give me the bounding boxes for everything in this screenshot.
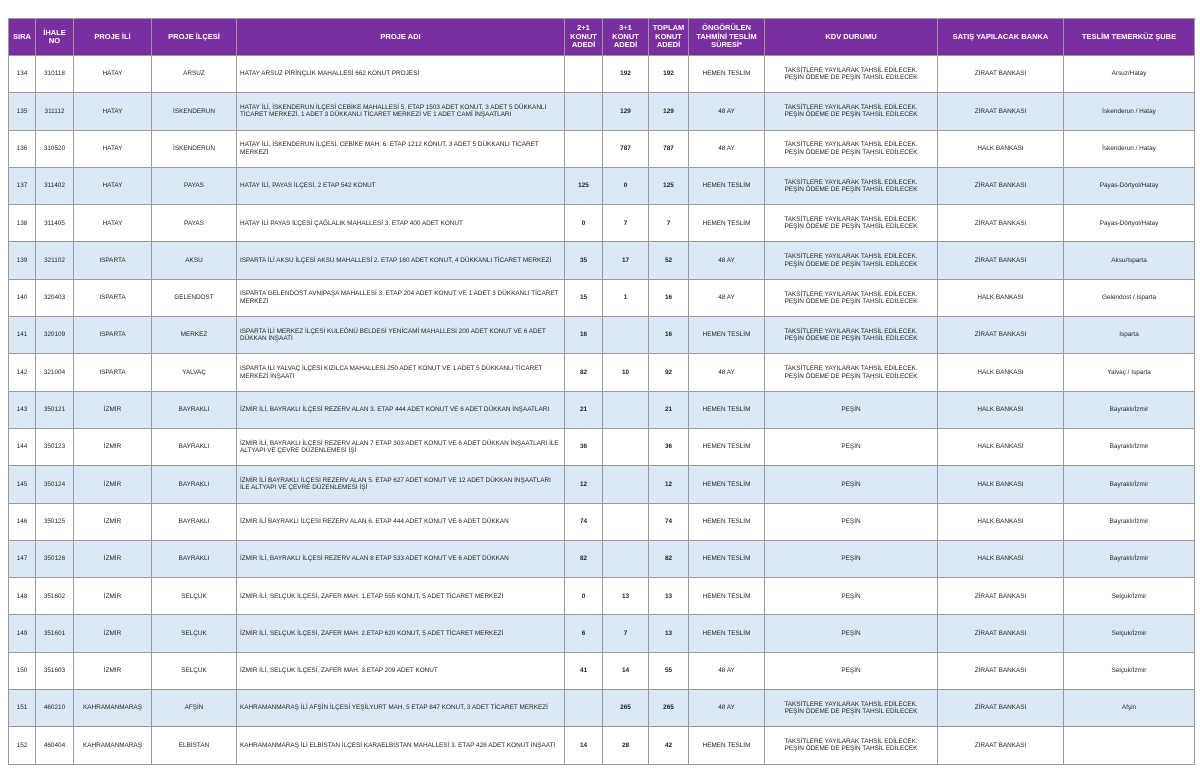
cell-satis-banka: ZİRAAT BANKASI [938,205,1064,242]
cell-kdv-durumu [765,130,938,167]
kdv-line-2: PEŞİN ÖDEME DE PEŞİN TAHSİL EDİLECEK [784,260,918,268]
cell-sira: 138 [9,205,36,242]
cell-teslim-sube: Bayraklı/İzmir [1064,391,1195,428]
cell-sira: 144 [9,428,36,465]
cell-teslim-sube: Afşin [1064,690,1195,727]
cell-proje-adi: İZMİR İLİ BAYRAKLI İLÇESİ REZERV ALAN 5. ETAP 627 ADET KONUT VE 12 ADET DÜKKAN İNŞAATLARI İLE ALTYAPI VE ÇEVRE DÜZENLEMESİ İŞİ [237,466,565,503]
cell-teslim-suresi: HEMEN TESLİM [689,578,765,615]
cell-proje-adi: İZMİR İLİ, SELÇUK İLÇESİ, ZAFER MAH. 3.ETAP 209 ADET KONUT [237,652,565,689]
cell-3-1-konut [603,466,649,503]
cell-2-1-konut: 12 [565,466,603,503]
cell-proje-ilcesi: AKSU [152,242,237,279]
kdv-line-2: PEŞİN ÖDEME DE PEŞİN TAHSİL EDİLECEK [784,74,918,82]
kdv-line-1: PEŞİN [841,667,861,675]
table-body [9,56,1195,765]
cell-3-1-konut: 129 [603,93,649,130]
kdv-line-2: PEŞİN ÖDEME DE PEŞİN TAHSİL EDİLECEK [784,297,918,305]
cell-toplam-konut: 125 [649,167,689,204]
cell-kdv-durumu [765,503,938,540]
cell-teslim-sube [1064,727,1195,764]
cell-2-1-konut [565,690,603,727]
cell-teslim-sube: Payas-Dörtyol/Hatay [1064,167,1195,204]
cell-teslim-sube: Isparta [1064,317,1195,354]
cell-kdv-durumu [765,540,938,577]
cell-teslim-suresi: 48 AY [689,242,765,279]
kdv-line-1: TAKSİTLERE YAYILARAK TAHSİL EDİLECEK. [784,327,918,335]
cell-3-1-konut [603,503,649,540]
cell-teslim-sube: Bayraklı/İzmir [1064,428,1195,465]
cell-sira: 149 [9,615,36,652]
table-row [9,279,1195,316]
cell-satis-banka: HALK BANKASI [938,540,1064,577]
table-row [9,428,1195,465]
cell-proje-adi: ISPARTA İLİ MERKEZ İLÇESİ KULEÖNÜ BELDESİ YENİCAMİ MAHALLESİ 200 ADET KONUT VE 6 ADET DÜKKAN İNŞAATI [237,317,565,354]
kdv-line-1: PEŞİN [841,443,861,451]
cell-proje-ilcesi: AFŞİN [152,690,237,727]
cell-teslim-suresi: 48 AY [689,130,765,167]
cell-2-1-konut: 15 [565,279,603,316]
cell-3-1-konut: 265 [603,690,649,727]
cell-2-1-konut: 74 [565,503,603,540]
cell-teslim-suresi: 48 AY [689,354,765,391]
kdv-line-1: PEŞİN [841,518,861,525]
cell-satis-banka: ZİRAAT BANKASI [938,242,1064,279]
cell-teslim-sube: Arsuz/Hatay [1064,56,1195,93]
kdv-line-1: TAKSİTLERE YAYILARAK TAHSİL EDİLECEK. [784,141,918,149]
cell-ihale-no: 350123 [36,428,74,465]
header-teslim-sube: TESLİM TEMERKÜZ ŞUBE [1064,19,1195,56]
cell-proje-ili: İZMİR [74,428,152,465]
cell-ihale-no: 311405 [36,205,74,242]
cell-sira: 145 [9,466,36,503]
cell-proje-ili: İZMİR [74,615,152,652]
cell-3-1-konut [603,428,649,465]
cell-teslim-sube: İskenderun / Hatay [1064,130,1195,167]
kdv-line-1: TAKSİTLERE YAYILARAK TAHSİL EDİLECEK. [784,365,918,373]
kdv-line-1: TAKSİTLERE YAYILARAK TAHSİL EDİLECEK. [784,253,918,261]
cell-3-1-konut: 1 [603,279,649,316]
cell-2-1-konut: 0 [565,578,603,615]
cell-proje-ili: ISPARTA [74,279,152,316]
cell-3-1-konut: 787 [603,130,649,167]
cell-ihale-no: 320403 [36,279,74,316]
cell-teslim-suresi: HEMEN TESLİM [689,56,765,93]
kdv-line-2: PEŞİN ÖDEME DE PEŞİN TAHSİL EDİLECEK [784,372,918,380]
cell-satis-banka: ZİRAAT BANKASI [938,578,1064,615]
cell-ihale-no: 311402 [36,167,74,204]
cell-teslim-suresi: HEMEN TESLİM [689,317,765,354]
cell-ihale-no: 460404 [36,727,74,764]
cell-proje-ilcesi: BAYRAKLI [152,540,237,577]
table-row [9,205,1195,242]
cell-proje-ili: ISPARTA [74,242,152,279]
cell-proje-ilcesi: SELÇUK [152,578,237,615]
cell-toplam-konut: 265 [649,690,689,727]
kdv-line-1: PEŞİN [841,629,861,637]
cell-kdv-durumu [765,690,938,727]
cell-teslim-suresi: 48 AY [689,690,765,727]
cell-kdv-durumu [765,93,938,130]
cell-2-1-konut: 125 [565,167,603,204]
cell-toplam-konut: 74 [649,503,689,540]
table-row [9,727,1195,764]
cell-teslim-sube: Selçuk/İzmir [1064,615,1195,652]
cell-kdv-durumu [765,354,938,391]
cell-3-1-konut: 10 [603,354,649,391]
cell-3-1-konut: 7 [603,615,649,652]
cell-ihale-no: 321102 [36,242,74,279]
cell-proje-ilcesi: BAYRAKLI [152,503,237,540]
cell-2-1-konut: 41 [565,652,603,689]
kdv-line-1: TAKSİTLERE YAYILARAK TAHSİL EDİLECEK. [784,700,918,708]
cell-2-1-konut: 6 [565,615,603,652]
cell-proje-adi: ISPARTA İLİ AKSU İLÇESİ AKSU MAHALLESİ 2. ETAP 160 ADET KONUT, 4 DÜKKANLI TİCARET MERKEZİ [237,242,565,279]
cell-satis-banka: ZİRAAT BANKASI [938,167,1064,204]
cell-kdv-durumu [765,167,938,204]
cell-satis-banka: ZİRAAT BANKASI [938,690,1064,727]
cell-2-1-konut [565,93,603,130]
cell-proje-adi: İZMİR İLİ, BAYRAKLI İLÇESİ REZERV ALAN 8 ETAP 533 ADET KONUT VE 6 ADET DÜKKAN [237,540,565,577]
cell-proje-ili: İZMİR [74,540,152,577]
cell-teslim-suresi: HEMEN TESLİM [689,428,765,465]
cell-sira: 143 [9,391,36,428]
header-kdv-durumu: KDV DURUMU [765,19,938,56]
cell-satis-banka: HALK BANKASI [938,391,1064,428]
table-row [9,391,1195,428]
table-row [9,578,1195,615]
cell-proje-ilcesi: İSKENDERUN [152,93,237,130]
kdv-line-2: PEŞİN ÖDEME DE PEŞİN TAHSİL EDİLECEK [784,223,918,231]
table-row [9,503,1195,540]
cell-2-1-konut: 82 [565,540,603,577]
cell-proje-adi: HATAY ARSUZ PİRİNÇLİK MAHALLESİ 662 KONUT PROJESİ [237,56,565,93]
cell-proje-adi: ISPARTA İLİ YALVAÇ İLÇESİ KIZILCA MAHALLESİ 250 ADET KONUT VE 1 ADET 5 DÜKKANLI TİCARET MERKEZİ İNŞAATI [237,354,565,391]
cell-proje-ili: İZMİR [74,578,152,615]
cell-2-1-konut: 21 [565,391,603,428]
cell-proje-ili: İZMİR [74,503,152,540]
cell-teslim-suresi: HEMEN TESLİM [689,167,765,204]
cell-toplam-konut: 16 [649,279,689,316]
cell-teslim-sube: Yalvaç / Isparta [1064,354,1195,391]
cell-toplam-konut: 42 [649,727,689,764]
cell-proje-ili: ISPARTA [74,354,152,391]
cell-teslim-suresi: 48 AY [689,279,765,316]
cell-sira: 137 [9,167,36,204]
kdv-line-1: PEŞİN [841,406,861,414]
cell-satis-banka: ZİRAAT BANKASI [938,727,1064,764]
cell-2-1-konut: 35 [565,242,603,279]
cell-toplam-konut: 12 [649,466,689,503]
kdv-line-2: PEŞİN ÖDEME DE PEŞİN TAHSİL EDİLECEK [784,111,918,119]
cell-3-1-konut: 192 [603,56,649,93]
cell-proje-adi: HATAY İLİ, PAYAS İLÇESİ, 2 ETAP 542 KONUT [237,167,565,204]
cell-proje-ili: HATAY [74,56,152,93]
kdv-line-1: PEŞİN [841,592,861,600]
cell-kdv-durumu [765,242,938,279]
cell-3-1-konut: 7 [603,205,649,242]
kdv-line-1: TAKSİTLERE YAYILARAK TAHSİL EDİLECEK. [784,738,918,746]
cell-proje-adi: İZMİR İLİ, BAYRAKLI İLÇESİ REZERV ALAN 3. ETAP 444 ADET KONUT VE 6 ADET DÜKKAN İNŞAATLARI [237,391,565,428]
kdv-line-1: TAKSİTLERE YAYILARAK TAHSİL EDİLECEK. [784,215,918,223]
header-2-1-konut: 2+1 KONUT ADEDİ [565,19,603,56]
cell-sira: 134 [9,56,36,93]
cell-teslim-sube: Selçuk/İzmir [1064,652,1195,689]
header-proje-adi: PROJE ADI [237,19,565,56]
cell-2-1-konut: 14 [565,727,603,764]
table-row [9,242,1195,279]
cell-proje-ili: HATAY [74,167,152,204]
cell-ihale-no: 351603 [36,652,74,689]
cell-teslim-sube: Selçuk/İzmir [1064,578,1195,615]
cell-kdv-durumu [765,578,938,615]
cell-proje-ilcesi: PAYAS [152,205,237,242]
cell-ihale-no: 350126 [36,540,74,577]
cell-kdv-durumu [765,428,938,465]
cell-proje-adi: İZMİR İLİ, SELÇUK İLÇESİ, ZAFER MAH. 2.ETAP 620 KONUT, 5 ADET TİCARET MERKEZİ [237,615,565,652]
kdv-line-1: TAKSİTLERE YAYILARAK TAHSİL EDİLECEK. [784,66,918,74]
cell-3-1-konut: 17 [603,242,649,279]
cell-sira: 150 [9,652,36,689]
cell-satis-banka: HALK BANKASI [938,130,1064,167]
cell-kdv-durumu [765,279,938,316]
cell-kdv-durumu [765,615,938,652]
cell-teslim-suresi: HEMEN TESLİM [689,466,765,503]
cell-proje-ilcesi: SELÇUK [152,652,237,689]
cell-ihale-no: 321004 [36,354,74,391]
cell-ihale-no: 350125 [36,503,74,540]
cell-proje-adi: HATAY İLİ, İSKENDERUN İLÇESİ, CEBİKE MAH. 6. ETAP 1212 KONUT, 3 ADET 5 DÜKKANLI TİCARET MERKEZİ [237,130,565,167]
kdv-line-2: PEŞİN ÖDEME DE PEŞİN TAHSİL EDİLECEK [784,335,918,343]
cell-sira: 139 [9,242,36,279]
cell-teslim-suresi: HEMEN TESLİM [689,205,765,242]
cell-toplam-konut: 36 [649,428,689,465]
cell-proje-ili: İZMİR [74,652,152,689]
header-ihale-no: İHALE NO [36,19,74,56]
table-row [9,615,1195,652]
cell-proje-ilcesi: SELÇUK [152,615,237,652]
cell-toplam-konut: 787 [649,130,689,167]
cell-satis-banka: ZİRAAT BANKASI [938,317,1064,354]
cell-sira: 148 [9,578,36,615]
cell-teslim-suresi: 48 AY [689,652,765,689]
cell-sira: 151 [9,690,36,727]
cell-teslim-suresi: HEMEN TESLİM [689,540,765,577]
kdv-line-2: PEŞİN ÖDEME DE PEŞİN TAHSİL EDİLECEK [784,745,918,753]
table-row [9,652,1195,689]
cell-toplam-konut: 92 [649,354,689,391]
cell-kdv-durumu [765,391,938,428]
cell-proje-ilcesi: GELENDOST [152,279,237,316]
cell-3-1-konut: 0 [603,167,649,204]
cell-toplam-konut: 21 [649,391,689,428]
kdv-line-1: TAKSİTLERE YAYILARAK TAHSİL EDİLECEK. [784,178,918,186]
cell-proje-ilcesi: YALVAÇ [152,354,237,391]
cell-satis-banka: ZİRAAT BANKASI [938,93,1064,130]
cell-proje-ilcesi: BAYRAKLI [152,428,237,465]
cell-toplam-konut: 52 [649,242,689,279]
cell-sira: 135 [9,93,36,130]
cell-proje-ilcesi: İSKENDERUN [152,130,237,167]
cell-satis-banka: HALK BANKASI [938,428,1064,465]
cell-proje-ili: KAHRAMANMARAŞ [74,727,152,764]
header-toplam-konut: TOPLAM KONUT ADEDİ [649,19,689,56]
table-row [9,540,1195,577]
cell-3-1-konut [603,391,649,428]
cell-proje-ili: ISPARTA [74,317,152,354]
table-row [9,317,1195,354]
kdv-line-1: PEŞİN [841,555,861,563]
cell-satis-banka: ZİRAAT BANKASI [938,56,1064,93]
cell-sira: 152 [9,727,36,764]
cell-teslim-sube: Bayraklı/İzmir [1064,466,1195,503]
cell-ihale-no: 311112 [36,93,74,130]
cell-ihale-no: 310118 [36,56,74,93]
cell-2-1-konut [565,56,603,93]
table-row [9,93,1195,130]
cell-teslim-suresi: HEMEN TESLİM [689,615,765,652]
cell-2-1-konut [565,130,603,167]
cell-sira: 142 [9,354,36,391]
cell-2-1-konut: 82 [565,354,603,391]
cell-teslim-suresi: 48 AY [689,93,765,130]
cell-proje-ilcesi: MERKEZ [152,317,237,354]
cell-ihale-no: 350124 [36,466,74,503]
cell-proje-adi: HATAY İLİ PAYAS İLÇESİ ÇAĞLALIK MAHALLESİ 3. ETAP 400 ADET KONUT [237,205,565,242]
cell-satis-banka: HALK BANKASI [938,466,1064,503]
cell-proje-ilcesi: PAYAS [152,167,237,204]
cell-proje-ili: İZMİR [74,391,152,428]
cell-toplam-konut: 13 [649,578,689,615]
cell-ihale-no: 460210 [36,690,74,727]
cell-toplam-konut: 192 [649,56,689,93]
kdv-line-1: TAKSİTLERE YAYILARAK TAHSİL EDİLECEK. [784,290,918,298]
header-row [9,19,1195,56]
cell-satis-banka: ZİRAAT BANKASI [938,615,1064,652]
cell-proje-ilcesi: ARSUZ [152,56,237,93]
kdv-line-1: TAKSİTLERE YAYILARAK TAHSİL EDİLECEK. [784,104,918,112]
cell-teslim-sube: Bayraklı/İzmir [1064,503,1195,540]
cell-2-1-konut: 36 [565,428,603,465]
cell-proje-ili: HATAY [74,130,152,167]
cell-satis-banka: ZİRAAT BANKASI [938,652,1064,689]
cell-sira: 147 [9,540,36,577]
cell-proje-ili: KAHRAMANMARAŞ [74,690,152,727]
cell-3-1-konut [603,317,649,354]
cell-teslim-sube: Aksu/Isparta [1064,242,1195,279]
cell-proje-adi: KAHRAMANMARAŞ İLİ ELBİSTAN İLÇESİ KARAELBİSTAN MAHALLESİ 3. ETAP 428 ADET KONUT İNŞAATI [237,727,565,764]
cell-proje-ili: İZMİR [74,466,152,503]
cell-toplam-konut: 82 [649,540,689,577]
table-row [9,690,1195,727]
cell-sira: 146 [9,503,36,540]
cell-satis-banka: HALK BANKASI [938,354,1064,391]
kdv-line-2: PEŞİN ÖDEME DE PEŞİN TAHSİL EDİLECEK [784,148,918,156]
cell-toplam-konut: 13 [649,615,689,652]
cell-proje-ili: HATAY [74,205,152,242]
header-proje-ilcesi: PROJE İLÇESİ [152,19,237,56]
cell-proje-adi: İZMİR İLİ, BAYRAKLI İLÇESİ REZERV ALAN 7 ETAP 303 ADET KONUT VE 6 ADET DÜKKAN İNŞAATLARI İLE ALTYAPI VE ÇEVRE DÜZENLEMESİ İŞİ [237,428,565,465]
cell-kdv-durumu [765,56,938,93]
table-row [9,56,1195,93]
cell-3-1-konut: 14 [603,652,649,689]
cell-proje-adi: İZMİR İLİ, SELÇUK İLÇESİ, ZAFER MAH. 1.ETAP 555 KONUT, 5 ADET TİCARET MERKEZİ [237,578,565,615]
cell-proje-adi: HATAY İLİ, İSKENDERUN İLÇESİ CEBİKE MAHALLESİ 5. ETAP 1503 ADET KONUT, 3 ADET 5 DÜKKANLI TİCARET MERKEZİ, 1 ADET 3 DÜKKANLI TİCARET MERKEZİ VE 1 ADET CAMİ İNŞAATLARI [237,93,565,130]
cell-teslim-suresi: HEMEN TESLİM [689,727,765,764]
cell-kdv-durumu [765,317,938,354]
kdv-line-1: PEŞİN [841,480,861,488]
cell-teslim-suresi: HEMEN TESLİM [689,391,765,428]
cell-3-1-konut: 13 [603,578,649,615]
cell-satis-banka: HALK BANKASI [938,503,1064,540]
cell-3-1-konut: 28 [603,727,649,764]
cell-2-1-konut: 0 [565,205,603,242]
cell-kdv-durumu [765,205,938,242]
cell-proje-ilcesi: BAYRAKLI [152,466,237,503]
cell-ihale-no: 310520 [36,130,74,167]
cell-proje-adi: KAHRAMANMARAŞ İLİ AFŞİN İLÇESİ YEŞİLYURT MAH. 5 ETAP 847 KONUT, 3 ADET TİCARET MERKEZİ [237,690,565,727]
cell-toplam-konut: 7 [649,205,689,242]
header-satis-banka: SATIŞ YAPILACAK BANKA [938,19,1064,56]
cell-teslim-sube: Payas-Dörtyol/Hatay [1064,205,1195,242]
cell-toplam-konut: 16 [649,317,689,354]
cell-proje-ilcesi: BAYRAKLI [152,391,237,428]
kdv-line-2: PEŞİN ÖDEME DE PEŞİN TAHSİL EDİLECEK [784,708,918,716]
cell-proje-adi: İZMİR İLİ BAYRAKLI İLÇESİ REZERV ALAN 6. ETAP 444 ADET KONUT VE 6 ADET DÜKKAN [237,503,565,540]
cell-toplam-konut: 55 [649,652,689,689]
table-row [9,354,1195,391]
cell-teslim-sube: Gelendost / Isparta [1064,279,1195,316]
header-sira: SIRA [9,19,36,56]
cell-3-1-konut [603,540,649,577]
cell-kdv-durumu [765,652,938,689]
cell-sira: 136 [9,130,36,167]
cell-teslim-sube: Bayraklı/İzmir [1064,540,1195,577]
cell-ihale-no: 320109 [36,317,74,354]
cell-teslim-sube: İskenderun / Hatay [1064,93,1195,130]
cell-kdv-durumu [765,466,938,503]
cell-sira: 140 [9,279,36,316]
cell-sira: 141 [9,317,36,354]
table-row [9,167,1195,204]
cell-proje-ilcesi: ELBİSTAN [152,727,237,764]
cell-proje-ili: HATAY [74,93,152,130]
cell-toplam-konut: 129 [649,93,689,130]
cell-ihale-no: 351601 [36,615,74,652]
cell-kdv-durumu [765,727,938,764]
cell-2-1-konut: 16 [565,317,603,354]
cell-teslim-suresi: HEMEN TESLİM [689,503,765,540]
cell-ihale-no: 351602 [36,578,74,615]
header-3-1-konut: 3+1 KONUT ADEDİ [603,19,649,56]
header-teslim-suresi: ÖNGÖRÜLEN TAHMİNİ TESLİM SÜRESİ* [689,19,765,56]
project-table [8,18,1195,765]
table-row [9,466,1195,503]
table-row [9,130,1195,167]
project-table-sheet [8,18,1194,765]
header-proje-ili: PROJE İLİ [74,19,152,56]
cell-proje-adi: ISPARTA GELENDOST AVNİPAŞA MAHALLESİ 3. ETAP 204 ADET KONUT VE 1 ADET 3 DÜKKANLI TİCARET MERKEZİ [237,279,565,316]
cell-satis-banka: HALK BANKASI [938,279,1064,316]
cell-ihale-no: 350121 [36,391,74,428]
kdv-line-2: PEŞİN ÖDEME DE PEŞİN TAHSİL EDİLECEK [784,186,918,194]
